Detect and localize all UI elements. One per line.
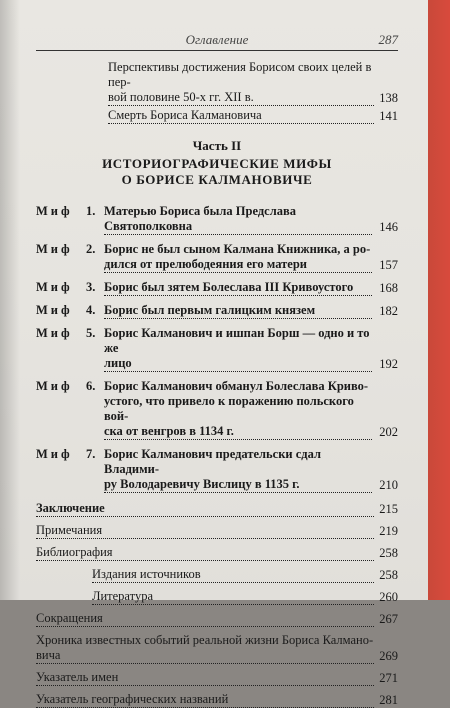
myth-title-line: устого, что привело к поражению польского вой- — [104, 394, 354, 423]
myth-label: Миф — [36, 447, 73, 461]
myth-label: Миф — [36, 242, 73, 256]
page-number: 287 — [378, 32, 398, 47]
toc-entry-body — [36, 545, 374, 561]
myth-entry — [36, 379, 398, 440]
myth-title-line: Борис Калманович обманул Болеслава Криво- — [104, 379, 369, 393]
myth-label: Миф — [36, 379, 73, 393]
toc-entry-body — [108, 60, 374, 106]
myth-entry — [36, 447, 398, 493]
header-rule — [36, 50, 398, 51]
toc-entry-line: Указатель географических названий — [36, 692, 374, 708]
running-title: Оглавление — [185, 32, 249, 47]
myth-entry — [36, 303, 398, 319]
toc-entry-body — [36, 501, 374, 517]
myth-title-line: ска от венгров в 1134 г. — [104, 424, 372, 440]
toc-entry-body — [36, 611, 374, 627]
toc-page-number: 267 — [379, 612, 398, 626]
toc-entry-line: Смерть Бориса Калмановича — [108, 108, 374, 124]
toc-entry-line: Примечания — [36, 523, 374, 539]
toc-page-number: 141 — [379, 109, 398, 123]
myth-title — [104, 204, 372, 235]
myth-title-line: ру Володаревичу Вислицу в 1135 г. — [104, 477, 372, 493]
toc-entry — [36, 60, 398, 106]
myth-number: 1. — [86, 204, 96, 218]
toc-entry-line: Перспективы достижения Борисом своих целей в пер- — [108, 60, 372, 89]
toc-entry-body — [36, 692, 374, 708]
myth-title-line: дился от прелюбодеяния его матери — [104, 257, 372, 273]
toc-entry-body — [92, 589, 374, 605]
toc-page-number: 210 — [379, 478, 398, 492]
myth-title — [104, 242, 372, 273]
toc-page-number: 146 — [379, 220, 398, 234]
toc-entry — [36, 545, 398, 561]
toc-entry — [36, 589, 398, 605]
toc-entry — [36, 108, 398, 124]
toc-page-number: 269 — [379, 649, 398, 663]
toc-entry-line: Литература — [92, 589, 374, 605]
myth-label: Миф — [36, 326, 73, 340]
toc-page-number: 192 — [379, 357, 398, 371]
myth-title-line: Борис Калманович предательски сдал Владими- — [104, 447, 321, 476]
running-head — [36, 30, 398, 52]
toc-entry — [36, 633, 398, 664]
myth-title — [104, 447, 372, 493]
toc-entry-line: вой половине 50-х гг. XII в. — [108, 90, 374, 106]
toc-entry — [36, 567, 398, 583]
toc-entry-line: Издания источников — [92, 567, 374, 583]
book-cover-edge — [428, 0, 450, 600]
myth-title — [104, 326, 372, 372]
toc-entry-line: вича — [36, 648, 374, 664]
myth-number: 2. — [86, 242, 96, 256]
myth-title-line: Борис не был сыном Калмана Книжника, а ро- — [104, 242, 371, 256]
toc-entry-body — [92, 567, 374, 583]
page-gutter-shadow — [0, 0, 20, 600]
toc-page-number: 219 — [379, 524, 398, 538]
myth-entry — [36, 326, 398, 372]
part-title-line: ИСТОРИОГРАФИЧЕСКИЕ МИФЫ — [102, 156, 332, 171]
toc-entry — [36, 670, 398, 686]
toc-entry — [36, 501, 398, 517]
myth-title-line: лицо — [104, 356, 372, 372]
myth-number: 3. — [86, 280, 96, 294]
myth-title — [104, 303, 372, 319]
myth-entry — [36, 204, 398, 235]
toc-page-number: 138 — [379, 91, 398, 105]
part-title-line: О БОРИСЕ КАЛМАНОВИЧЕ — [121, 172, 313, 187]
part-heading: Часть II — [192, 138, 242, 153]
toc-entry — [36, 611, 398, 627]
myth-number: 4. — [86, 303, 96, 317]
toc-page-number: 258 — [379, 568, 398, 582]
toc-entry — [36, 692, 398, 708]
toc-page-number: 281 — [379, 693, 398, 707]
myth-title-line: Борис был первым галицким князем — [104, 303, 372, 319]
myth-number: 5. — [86, 326, 96, 340]
myth-label: Миф — [36, 280, 73, 294]
toc-entry-line: Заключение — [36, 501, 374, 517]
myth-entry — [36, 242, 398, 273]
toc-page-number: 168 — [379, 281, 398, 295]
toc-page-number: 271 — [379, 671, 398, 685]
myth-number: 6. — [86, 379, 96, 393]
toc-entry-line: Хроника известных событий реальной жизни Бориса Калмано- — [36, 633, 374, 647]
myth-label: Миф — [36, 204, 73, 218]
myth-entry — [36, 280, 398, 296]
toc-entry-body — [108, 108, 374, 124]
myth-title — [104, 379, 372, 440]
table-of-contents — [36, 60, 398, 708]
myth-title-line: Борис был зятем Болеслава III Кривоустого — [104, 280, 372, 296]
toc-page-number: 157 — [379, 258, 398, 272]
toc-entry — [36, 523, 398, 539]
toc-page-number: 202 — [379, 425, 398, 439]
myth-number: 7. — [86, 447, 96, 461]
toc-entry-body — [36, 670, 374, 686]
toc-page-number: 215 — [379, 502, 398, 516]
myth-title-line: Матерью Бориса была Предслава Святополковна — [104, 204, 372, 235]
toc-entry-line: Указатель имен — [36, 670, 374, 686]
toc-entry-line: Сокращения — [36, 611, 374, 627]
toc-entry-body — [36, 633, 374, 664]
myth-title-line: Борис Калманович и ишпан Борш — одно и то же — [104, 326, 370, 355]
toc-page-number: 182 — [379, 304, 398, 318]
toc-entry-body — [36, 523, 374, 539]
myth-title — [104, 280, 372, 296]
toc-page-number: 260 — [379, 590, 398, 604]
myth-label: Миф — [36, 303, 73, 317]
toc-page-number: 258 — [379, 546, 398, 560]
toc-entry-line: Библиография — [36, 545, 374, 561]
